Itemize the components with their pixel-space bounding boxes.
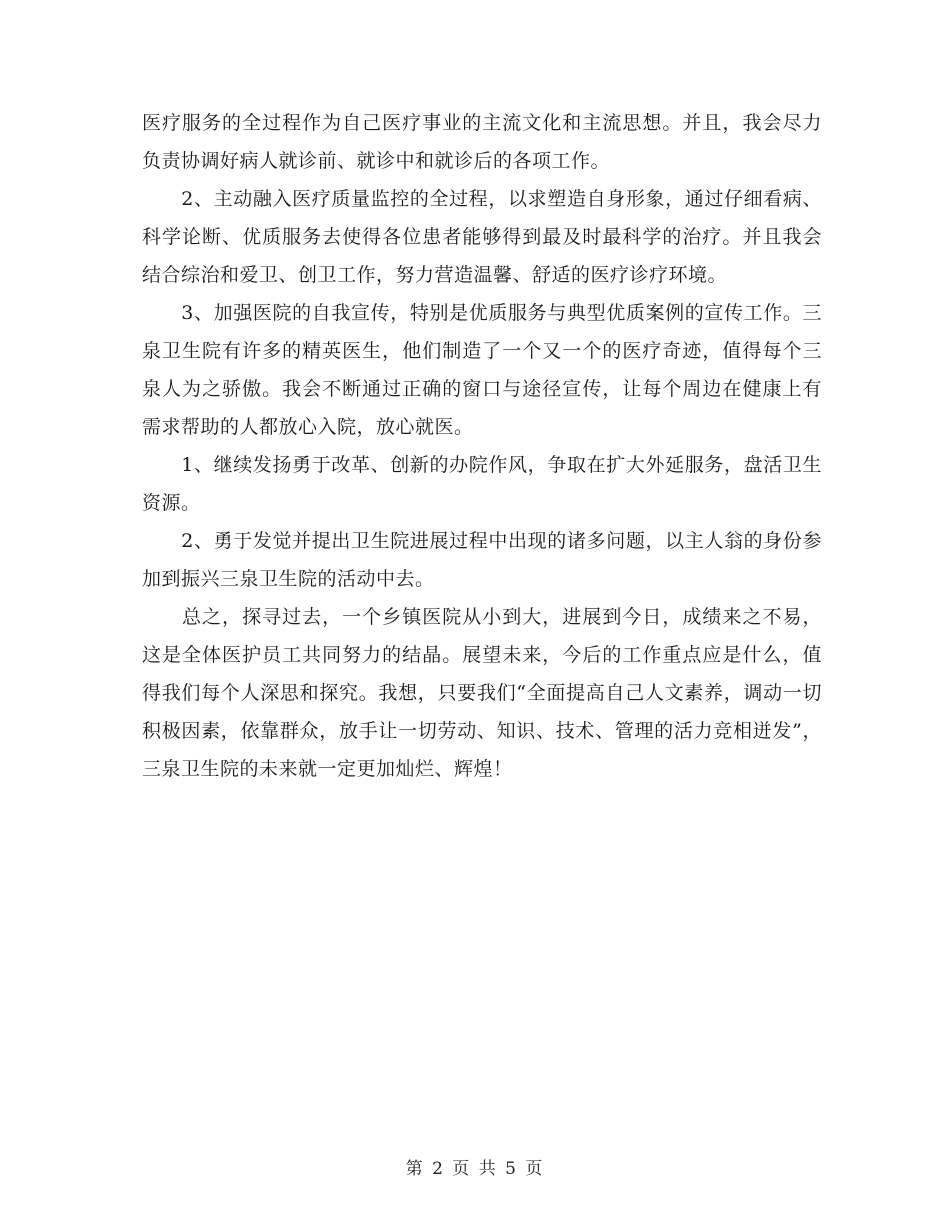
paragraph-3: 3、加强医院的自我宣传，特别是优质服务与典型优质案例的宣传工作。三泉卫生院有许多的精英医生，他们制造了一个又一个的医疗奇迹，值得每个三泉人为之骄傲。我会不断通过正确的窗口与途径宣传，让每个周边在健康上有需求帮助的人都放心入院，放心就医。: [142, 302, 822, 438]
paragraph-2: 2、主动融入医疗质量监控的全过程，以求塑造自身形象，通过仔细看病、科学论断、优质服务去使得各位患者能够得到最及时最科学的治疗。并且我会结合综治和爱卫、创卫工作，努力营造温馨、舒适的医疗诊疗环境。: [142, 188, 822, 286]
paragraph-1: 医疗服务的全过程作为自己医疗事业的主流文化和主流思想。并且，我会尽力负责协调好病人就诊前、就诊中和就诊后的各项工作。: [142, 112, 822, 172]
paragraph-5: 2、勇于发觉并提出卫生院进展过程中出现的诸多问题，以主人翁的身份参加到振兴三泉卫生院的活动中去。: [142, 530, 822, 590]
paragraph-6: 总之，探寻过去，一个乡镇医院从小到大，进展到今日，成绩来之不易，这是全体医护员工共同努力的结晶。展望未来，今后的工作重点应是什么，值得我们每个人深思和探究。我想，只要我们“全面提高自己人文素养，调动一切积极因素，依靠群众，放手让一切劳动、知识、技术、管理的活力竞相迸发”，三泉卫生院的未来就一定更加灿烂、辉煌！: [142, 606, 822, 780]
document-body: [142, 104, 822, 788]
paragraph-4: 1、继续发扬勇于改革、创新的办院作风，争取在扩大外延服务，盘活卫生资源。: [142, 454, 822, 514]
page-number-footer: 第 2 页 共 5 页: [405, 1159, 545, 1179]
